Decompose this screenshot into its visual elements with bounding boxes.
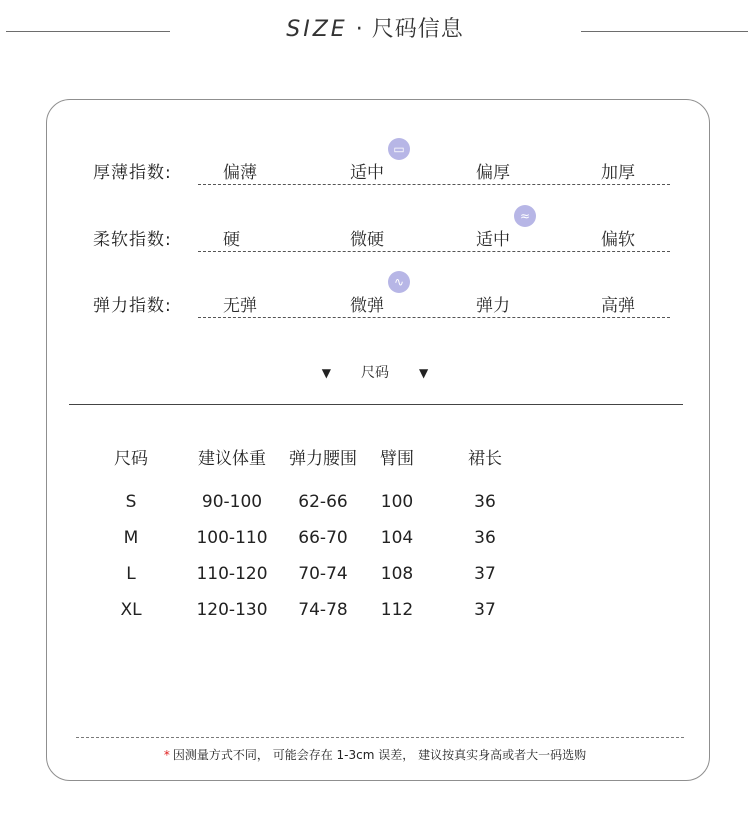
table-cell: 66-70 [298, 528, 348, 548]
table-header-cell: 建议体重 [198, 449, 266, 469]
table-header-cell: 臂围 [380, 449, 414, 469]
table-header-cell: 弹力腰围 [289, 449, 357, 469]
index-label: 柔软指数: [93, 230, 172, 250]
spring-icon: ∿ [388, 271, 410, 293]
index-label: 弹力指数: [93, 296, 172, 316]
table-cell: 108 [380, 564, 414, 584]
index-option: 无弹 [223, 296, 257, 316]
table-cell: 104 [380, 528, 414, 548]
index-option: 偏厚 [476, 163, 510, 183]
table-cell: 120-130 [196, 600, 268, 620]
size-section-label: 尺码 [361, 365, 389, 381]
bookmark-icon: ▭ [388, 138, 410, 160]
footnote [0, 746, 750, 763]
table-cell: 37 [474, 600, 496, 620]
title-en: SIZE [286, 17, 348, 42]
title-cn: 尺码信息 [371, 17, 464, 42]
table-cell: 100 [380, 492, 414, 512]
triangle-down-icon: ▼ [419, 366, 429, 380]
triangle-down-icon: ▼ [321, 366, 331, 380]
table-cell: 36 [474, 528, 496, 548]
table-cell: M [123, 528, 139, 548]
index-option: 适中 [350, 163, 384, 183]
table-cell: 74-78 [298, 600, 348, 620]
size-info-card [46, 99, 710, 781]
footnote-star: * [163, 748, 170, 762]
table-cell: 37 [474, 564, 496, 584]
index-dashed-line [198, 251, 670, 252]
table-header-cell: 尺码 [114, 449, 148, 469]
table-cell: 62-66 [298, 492, 348, 512]
table-cell: S [125, 492, 137, 512]
table-cell: 70-74 [298, 564, 348, 584]
index-option: 高弹 [601, 296, 635, 316]
table-cell: XL [120, 600, 142, 620]
table-cell: 112 [380, 600, 414, 620]
table-header-cell: 裙长 [468, 449, 502, 469]
table-cell: 110-120 [196, 564, 268, 584]
section-divider [69, 404, 683, 405]
index-option: 适中 [476, 230, 510, 250]
footnote-text: 因测量方式不同， 可能会存在 1-3cm 误差， 建议按真实身高或者大一码选购 [172, 748, 587, 762]
index-option: 微弹 [350, 296, 384, 316]
index-dashed-line [198, 317, 670, 318]
wave-icon: ≈ [514, 205, 536, 227]
title-separator: · [355, 17, 364, 42]
table-cell: L [126, 564, 136, 584]
index-option: 微硬 [350, 230, 384, 250]
index-dashed-line [198, 184, 670, 185]
index-option: 偏软 [601, 230, 635, 250]
table-cell: 100-110 [196, 528, 268, 548]
size-section-heading [0, 362, 750, 382]
index-option: 偏薄 [223, 163, 257, 183]
footer-divider [76, 737, 684, 738]
index-option: 加厚 [601, 163, 635, 183]
table-cell: 90-100 [201, 492, 263, 512]
table-cell: 36 [474, 492, 496, 512]
index-label: 厚薄指数: [93, 163, 172, 183]
index-option: 硬 [223, 230, 240, 250]
page-title [0, 12, 750, 43]
index-option: 弹力 [476, 296, 510, 316]
